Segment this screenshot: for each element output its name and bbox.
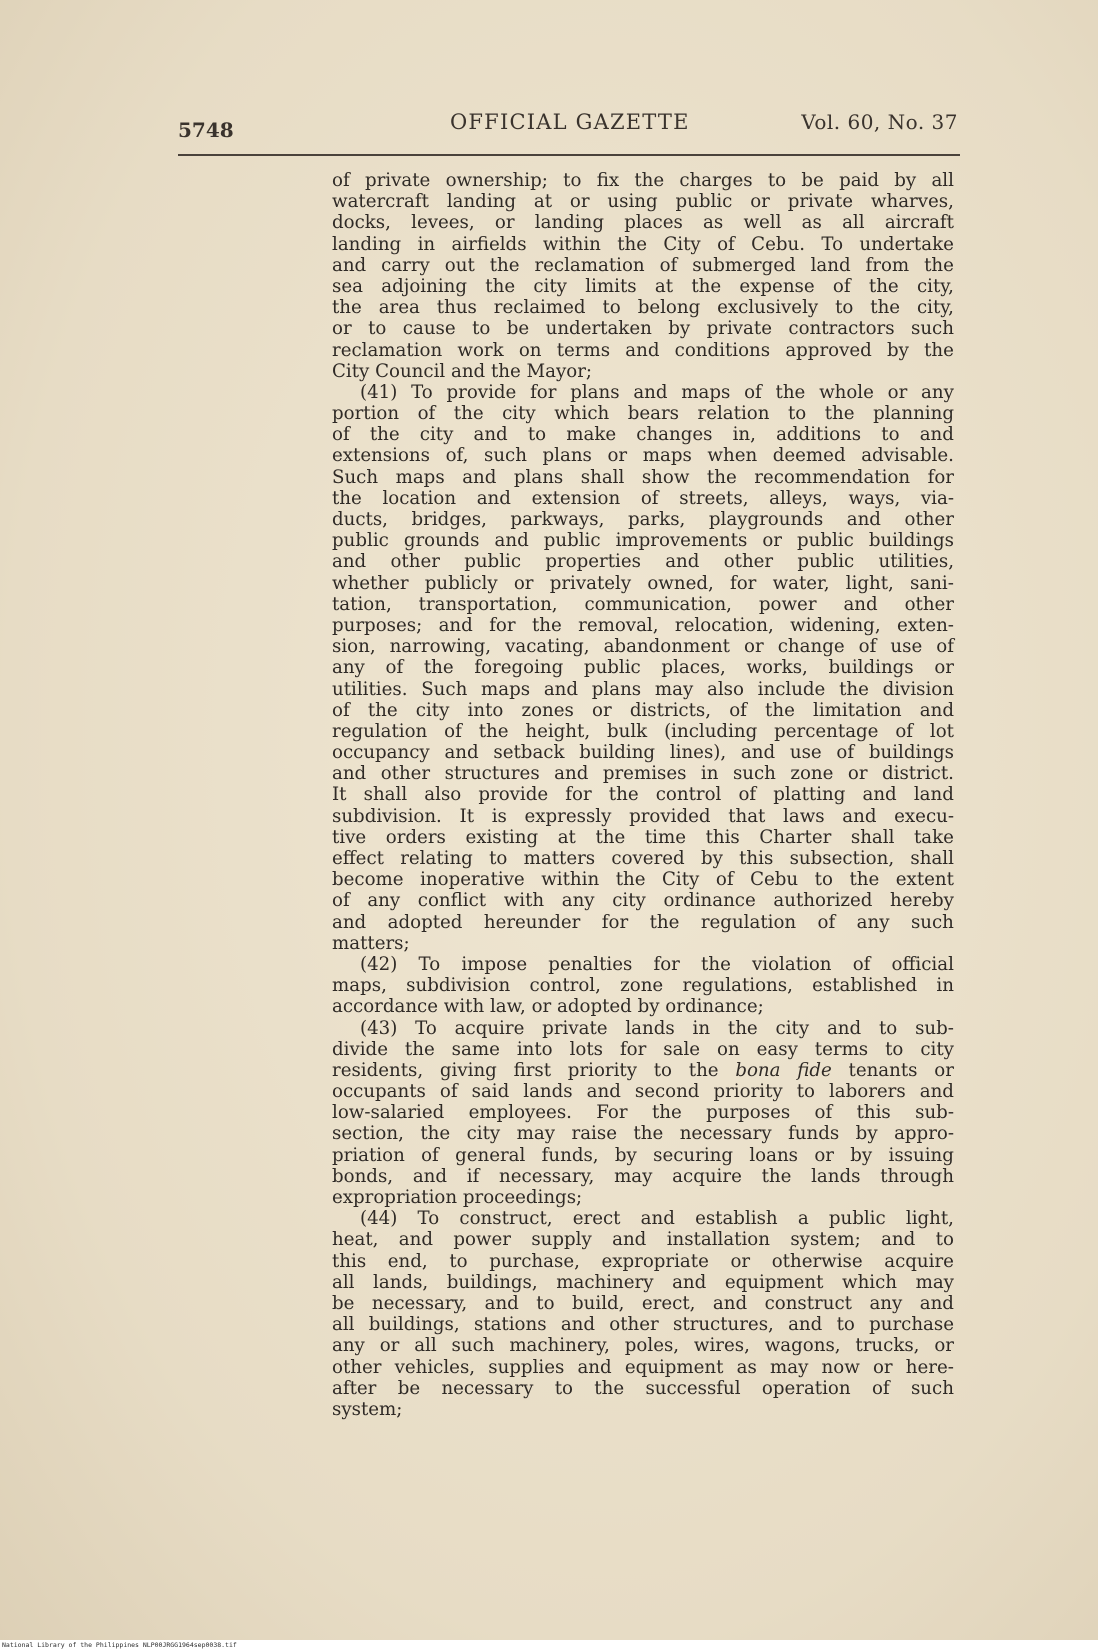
text-line: and other public properties and other public utilities,	[332, 551, 954, 573]
text-line: occupancy and setback building lines), and use of buildings	[332, 742, 954, 764]
text-line: City Council and the Mayor;	[332, 360, 593, 382]
text-line: and adopted hereunder for the regulation of any such	[332, 911, 954, 933]
text-line: subdivision. It is expressly provided that laws and execu-	[332, 805, 954, 827]
text-line: docks, levees, or landing places as well as all aircraft	[332, 212, 954, 234]
text-line: Such maps and plans shall show the recommendation for	[332, 466, 954, 488]
volume-number: Vol. 60, No. 37	[801, 110, 958, 134]
page-number: 5748	[178, 118, 234, 142]
scan-credit: National Library of the Philippines NLP00JRGG1964sep0038.tif	[2, 1641, 237, 1649]
text-line: ducts, bridges, parkways, parks, playgrounds and other	[332, 509, 954, 530]
text-line: divide the same into lots for sale on easy terms to city	[332, 1038, 954, 1060]
text-line: accordance with law, or adopted by ordinance;	[332, 996, 764, 1018]
text-line: (41) To provide for plans and maps of the whole or any	[360, 381, 954, 403]
text-line: purposes; and for the removal, relocation, widening, exten-	[332, 614, 954, 636]
text-line: be necessary, and to build, erect, and construct any and	[332, 1292, 954, 1314]
text-line: matters;	[332, 932, 410, 954]
text-line: of private ownership; to fix the charges to be paid by all	[332, 170, 954, 191]
text-line: watercraft landing at or using public or private wharves,	[332, 191, 954, 213]
text-line: and other structures and premises in such zone or district.	[332, 763, 954, 785]
body-text	[332, 170, 954, 1420]
text-line: the location and extension of streets, alleys, ways, via-	[332, 487, 954, 509]
text-line: low-salaried employees. For the purposes of this sub-	[332, 1102, 954, 1124]
text-line: portion of the city which bears relation to the planning	[332, 403, 954, 425]
text-line: effect relating to matters covered by this subsection, shall	[332, 848, 954, 869]
text-line: residents, giving first priority to the bona fide tenants or	[332, 1059, 954, 1081]
text-line: tation, transportation, communication, power and other	[332, 593, 954, 615]
text-line: the area thus reclaimed to belong exclusively to the city,	[332, 297, 954, 319]
text-line: reclamation work on terms and conditions approved by the	[332, 339, 954, 361]
text-line: utilities. Such maps and plans may also include the division	[332, 678, 954, 700]
text-line: sea adjoining the city limits at the expense of the city,	[332, 275, 954, 297]
text-line: extensions of, such plans or maps when deemed advisable.	[332, 445, 954, 467]
publication-title: OFFICIAL GAZETTE	[450, 110, 690, 134]
text-line: occupants of said lands and second priority to laborers and	[332, 1081, 954, 1103]
text-line: of the city and to make changes in, additions to and	[332, 424, 954, 446]
text-line: heat, and power supply and installation system; and to	[332, 1229, 954, 1251]
text-line: public grounds and public improvements or public buildings	[332, 530, 954, 552]
text-line: expropriation proceedings;	[332, 1187, 583, 1208]
text-line: system;	[332, 1398, 403, 1420]
text-line: any or all such machinery, poles, wires, wagons, trucks, or	[332, 1335, 954, 1357]
text-line: (42) To impose penalties for the violation of official	[360, 953, 954, 975]
text-line: whether publicly or privately owned, for water, light, sani-	[332, 572, 954, 594]
text-line: priation of general funds, by securing loans or by issuing	[332, 1144, 954, 1166]
text-line: sion, narrowing, vacating, abandonment or change of use of	[332, 636, 954, 658]
text-line: this end, to purchase, expropriate or otherwise acquire	[332, 1250, 954, 1272]
page-header	[178, 104, 958, 144]
text-line: of the city into zones or districts, of the limitation and	[332, 699, 954, 721]
text-line: (44) To construct, erect and establish a public light,	[360, 1208, 954, 1230]
text-line: maps, subdivision control, zone regulations, established in	[332, 975, 954, 997]
text-line: (43) To acquire private lands in the city and to sub-	[360, 1017, 954, 1039]
text-line: all lands, buildings, machinery and equipment which may	[332, 1271, 954, 1293]
text-line: of any conflict with any city ordinance authorized hereby	[332, 890, 954, 912]
text-line: regulation of the height, bulk (including percentage of lot	[332, 720, 954, 742]
text-line: bonds, and if necessary, may acquire the lands through	[332, 1165, 954, 1187]
text-line: become inoperative within the City of Cebu to the extent	[332, 869, 954, 891]
text-line: section, the city may raise the necessary funds by appro-	[332, 1123, 954, 1145]
text-line: after be necessary to the successful operation of such	[332, 1377, 954, 1399]
text-line: any of the foregoing public places, works, buildings or	[332, 657, 954, 679]
text-line: all buildings, stations and other structures, and to purchase	[332, 1314, 954, 1336]
text-line: other vehicles, supplies and equipment as may now or here-	[332, 1356, 954, 1378]
text-line: tive orders existing at the time this Charter shall take	[332, 826, 954, 848]
text-line: It shall also provide for the control of platting and land	[332, 784, 954, 806]
header-rule	[178, 154, 960, 156]
text-line: and carry out the reclamation of submerged land from the	[332, 254, 954, 276]
text-line: landing in airfields within the City of Cebu. To undertake	[332, 233, 954, 255]
text-line: or to cause to be undertaken by private contractors such	[332, 318, 954, 340]
